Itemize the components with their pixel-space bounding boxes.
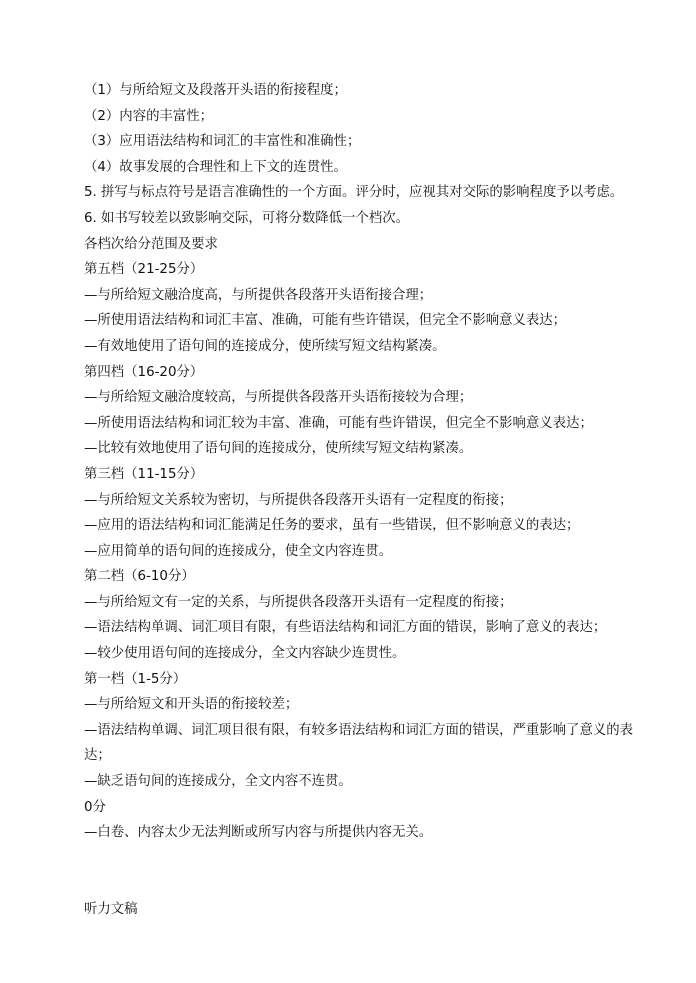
- criterion-1: （1）与所给短文及段落开头语的衔接程度；: [84, 83, 347, 98]
- criterion-4: （4）故事发展的合理性和上下文的连贯性。: [84, 159, 347, 175]
- criterion-2: （2）内容的丰富性；: [84, 108, 214, 124]
- tier-3-title: 第三档（11-15分）: [84, 466, 204, 482]
- tier-0-item-1: —白卷、内容太少无法判断或所写内容与所提供内容无关。: [84, 825, 433, 841]
- criterion-3: （3）应用语法结构和词汇的丰富性和准确性；: [84, 134, 361, 150]
- tier-2-title: 第二档（6-10分）: [84, 569, 195, 585]
- tier-1-item-1: —与所给短文和开头语的衔接较差；: [84, 697, 299, 713]
- tier-3-item-2: —应用的语法结构和词汇能满足任务的要求，虽有一些错误，但不影响意义的表达；: [84, 518, 580, 534]
- tier-3-item-3: —应用简单的语句间的连接成分，使全文内容连贯。: [84, 543, 392, 559]
- tier-1-item-2: —语法结构单调、词汇项目很有限，有较多语法结构和词汇方面的错误，严重影响了意义的表达；: [84, 722, 634, 764]
- tier-4-item-3: —比较有效地使用了语句间的连接成分，使所续写短文结构紧凑。: [84, 441, 473, 457]
- blank-spacer: [84, 846, 644, 897]
- tier-4-title: 第四档（16-20分）: [84, 364, 204, 380]
- section-heading: 各档次给分范围及要求: [84, 236, 218, 252]
- tier-5-item-1: —与所给短文融洽度高，与所提供各段落开头语衔接合理；: [84, 287, 433, 303]
- tier-5-item-3: —有效地使用了语句间的连接成分，使所续写短文结构紧凑。: [84, 338, 446, 354]
- note-6: 6. 如书写较差以致影响交际，可将分数降低一个档次。: [84, 210, 410, 226]
- tier-1-title: 第一档（1-5分）: [84, 671, 187, 687]
- document-page: [84, 78, 644, 922]
- tier-1-item-3: —缺乏语句间的连接成分，全文内容不连贯。: [84, 774, 352, 790]
- note-5: 5. 拼写与标点符号是语言准确性的一个方面。评分时，应视其对交际的影响程度予以考虑。: [84, 185, 624, 201]
- tier-5-item-2: —所使用语法结构和词汇丰富、准确，可能有些许错误，但完全不影响意义表达；: [84, 313, 567, 329]
- tier-3-item-1: —与所给短文关系较为密切，与所提供各段落开头语有一定程度的衔接；: [84, 492, 513, 508]
- tier-4-item-2: —所使用语法结构和词汇较为丰富、准确，可能有些许错误，但完全不影响意义表达；: [84, 415, 593, 431]
- tier-2-item-2: —语法结构单调、词汇项目有限，有些语法结构和词汇方面的错误，影响了意义的表达；: [84, 620, 607, 636]
- tier-4-item-1: —与所给短文融洽度较高，与所提供各段落开头语衔接较为合理；: [84, 390, 473, 406]
- tier-0-title: 0分: [84, 799, 106, 815]
- tier-2-item-1: —与所给短文有一定的关系，与所提供各段落开头语有一定程度的衔接；: [84, 594, 513, 610]
- footer-heading: 听力文稿: [84, 901, 138, 917]
- tier-2-item-3: —较少使用语句间的连接成分，全文内容缺少连贯性。: [84, 646, 406, 662]
- tier-5-title: 第五档（21-25分）: [84, 262, 204, 278]
